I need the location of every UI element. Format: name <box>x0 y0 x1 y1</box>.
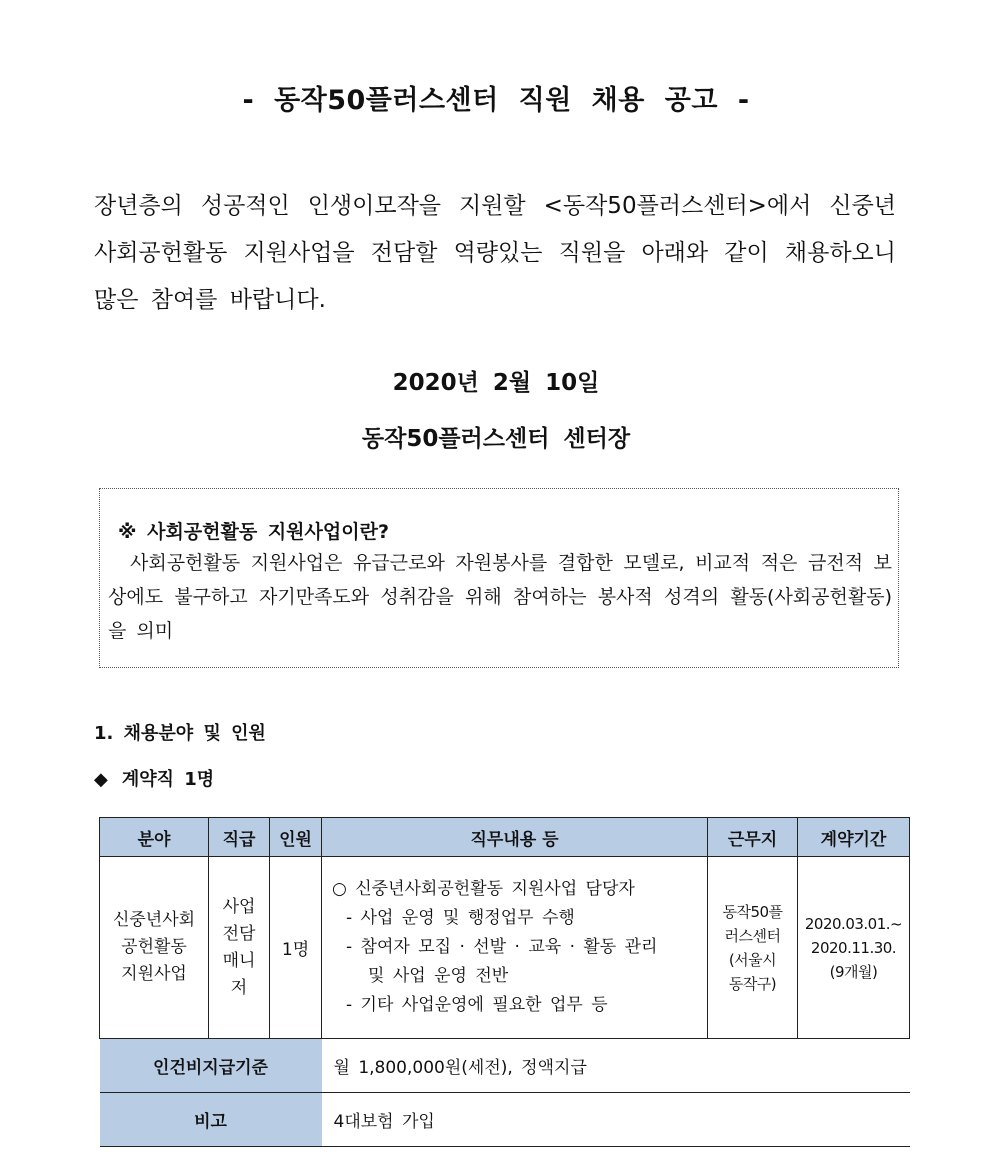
pay-row <box>100 1039 910 1093</box>
header-field: 분야 <box>100 818 209 857</box>
duty-line: - 기타 사업운영에 필요한 업무 등 <box>346 995 608 1015</box>
page-title: - 동작50플러스센터 직원 채용 공고 - <box>242 85 750 116</box>
cell-grade-line: 저 <box>230 977 248 998</box>
pay-label: 인건비지급기준 <box>100 1039 322 1093</box>
cell-workplace <box>708 857 798 1039</box>
cell-field <box>100 857 209 1039</box>
recruitment-table <box>99 817 910 1147</box>
note-row <box>100 1093 910 1147</box>
cell-grade <box>209 857 270 1039</box>
header-duties: 직무내용 등 <box>322 818 708 857</box>
table-header-row <box>100 818 910 857</box>
info-box-body-text: 사회공헌활동 지원사업은 유급근로와 자원봉사를 결합한 모델로, 비교적 적은 금전적 보상에도 불구하고 자기만족도와 성취감을 위해 참여하는 봉사적 성격의 활동(사회공헌활동)을 의미 <box>108 552 892 642</box>
table-row <box>100 857 910 1039</box>
header-count: 인원 <box>270 818 322 857</box>
cell-field-line: 지원사업 <box>121 964 187 984</box>
duty-line: - 사업 운영 및 행정업무 수행 <box>346 908 575 928</box>
cell-period-line: (9개월) <box>829 962 878 981</box>
cell-grade-line: 매니 <box>222 950 256 971</box>
subheading-text: 계약직 1명 <box>121 769 215 790</box>
note-value: 4대보험 가입 <box>322 1093 910 1147</box>
diamond-icon: ◆ <box>94 769 108 790</box>
cell-field-line: 공헌활동 <box>121 937 187 957</box>
header-grade: 직급 <box>209 818 270 857</box>
cell-period <box>798 857 910 1039</box>
header-workplace: 근무지 <box>708 818 798 857</box>
cell-workplace-line: 동작50플 <box>722 902 783 921</box>
cell-workplace-line: (서울시 <box>728 950 777 969</box>
note-label: 비고 <box>100 1093 322 1147</box>
duty-line: - 참여자 모집 · 선발 · 교육 · 활동 관리 <box>346 937 658 957</box>
duty-line: ○ 신중년사회공헌활동 지원사업 담당자 <box>332 879 635 899</box>
header-period: 계약기간 <box>798 818 910 857</box>
cell-count: 1명 <box>270 857 322 1039</box>
announcement-date: 2020년 2월 10일 <box>392 370 600 396</box>
cell-workplace-line: 동작구) <box>728 974 777 993</box>
cell-field-line: 신중년사회 <box>112 910 196 930</box>
section-heading: 1. 채용분야 및 인원 <box>94 723 266 744</box>
cell-grade-line: 사업 <box>222 896 256 917</box>
cell-grade-line: 전담 <box>222 923 256 944</box>
duty-line: 및 사업 운영 전반 <box>368 966 509 986</box>
intro-paragraph: 장년층의 성공적인 인생이모작을 지원할 <동작50플러스센터>에서 신중년 사회공헌활동 지원사업을 전담할 역량있는 직원을 아래와 같이 채용하오니 많은 참여를 바랍니다. <box>94 193 896 313</box>
cell-duties <box>322 857 708 1039</box>
cell-period-line: 2020.11.30. <box>810 938 897 957</box>
info-box-heading: ※ 사회공헌활동 지원사업이란? <box>118 521 389 543</box>
subheading <box>94 765 214 791</box>
cell-workplace-line: 러스센터 <box>724 926 781 945</box>
signer: 동작50플러스센터 센터장 <box>361 426 631 452</box>
info-box-body <box>108 546 892 648</box>
pay-value: 월 1,800,000원(세전), 정액지급 <box>322 1039 910 1093</box>
cell-period-line: 2020.03.01.~ <box>804 914 903 933</box>
